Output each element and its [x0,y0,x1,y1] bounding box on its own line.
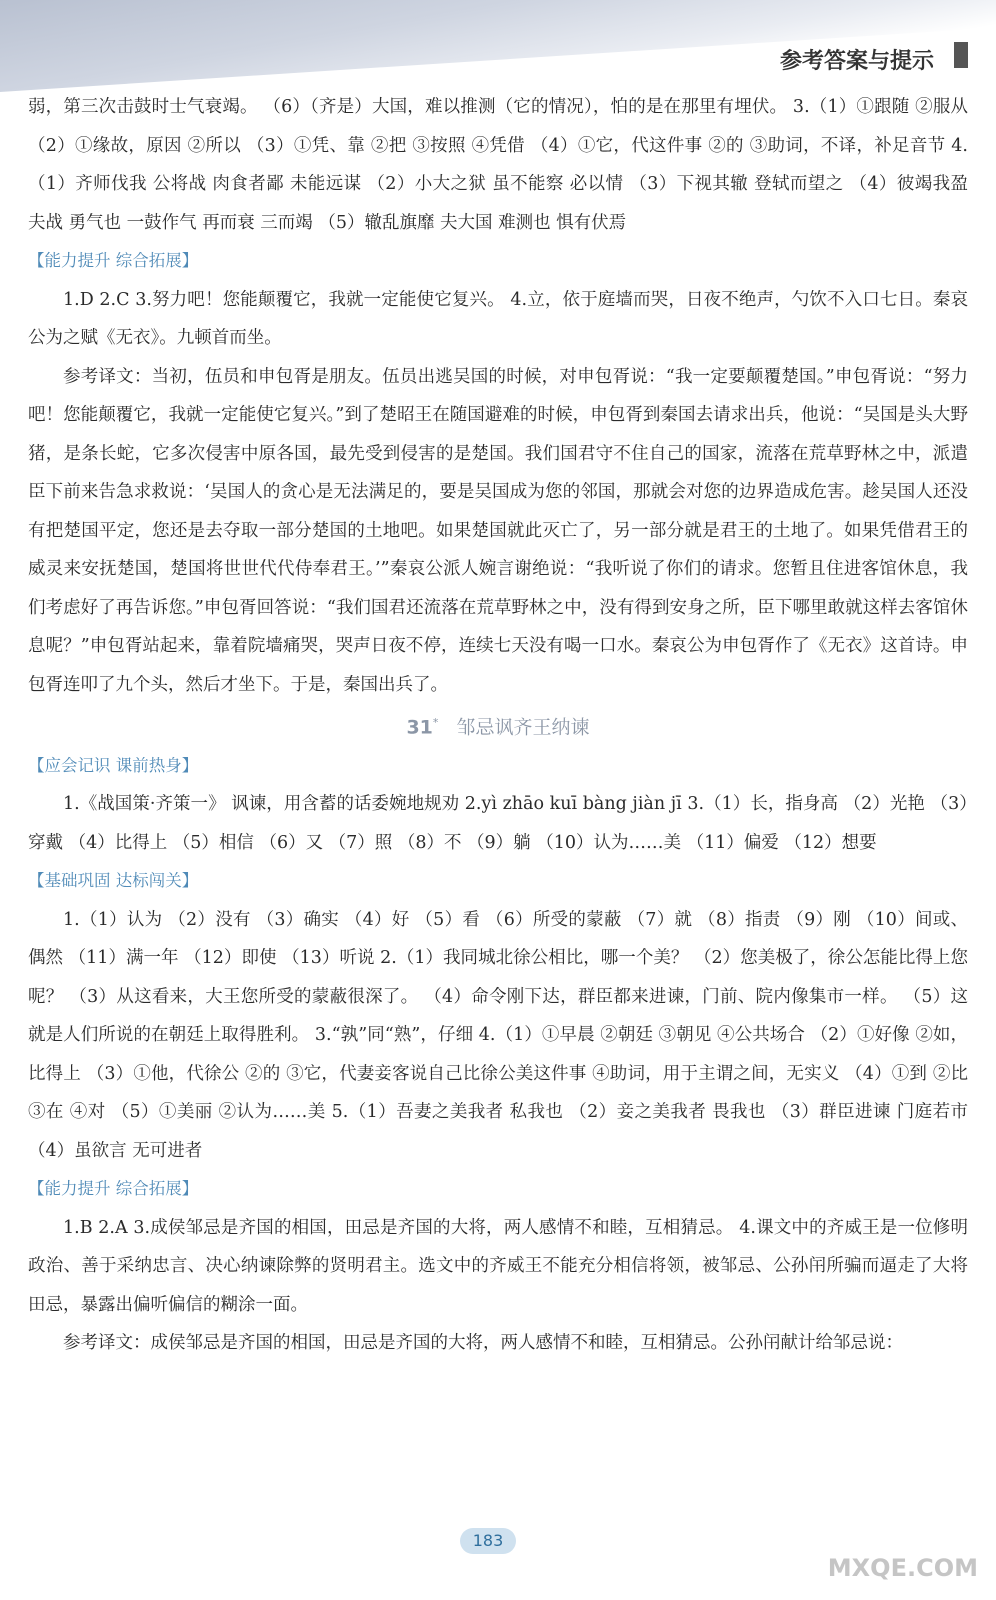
page-number: 183 [460,1528,516,1554]
page-header [0,0,996,92]
answer-paragraph: 1.《战国策·齐策一》 讽谏，用含蓄的话委婉地规劝 2.yì zhāo kuī bàng jiàn jī 3.（1）长，指身高 （2）光艳 （3）穿戴 （4）比得上 （5）相信 （6）又 （7）照 （8）不 （9）躺 （10）认为……美 （11）偏爱 （12）想要 [28,794,968,853]
section-tag: 【能力提升 综合拓展】 [28,251,199,270]
watermark-logo: MXQE.COM [827,1554,978,1582]
answer-paragraph: 1.D 2.C 3.努力吧！您能颠覆它，我就一定能使它复兴。 4.立，依于庭墙而哭，日夜不绝声，勺饮不入口七日。秦哀公为之赋《无衣》。九顿首而坐。 [28,289,968,348]
lesson-number: 31 [406,716,433,739]
translation-paragraph: 参考译文：成侯邹忌是齐国的相国，田忌是齐国的大将，两人感情不和睦，互相猜忌。公孙闬献计给邹忌说： [63,1333,903,1354]
header-title: 参考答案与提示 [779,49,934,74]
answer-paragraph: 1.（1）认为 （2）没有 （3）确实 （4）好 （5）看 （6）所受的蒙蔽 （7）就 （8）指责 （9）刚 （10）间或、偶然 （11）满一年 （12）即使 （13）听说 2.（1）我同城北徐公相比，哪一个美？ （2）您美极了，徐公怎能比得上您呢？ （3）从这看来，大王您所受的蒙蔽很深了。 （4）命令刚下达，群臣都来进谏，门前、院内像集市一样。 （5）这就是人们所说的在朝廷上取得胜利。 3.“孰”同“熟”，仔细 4.（1）①早晨 ②朝廷 ③朝见 ④公共场合 （2）①好像 ②如，比得上 （3）①他，代徐公 ②的 ③它，代妻妾客说自己比徐公美这件事 ④助词，用于主谓之间，无实义 （4）①到 ②比 ③在 ④对 （5）①美丽 ②认为……美 5.（1）吾妻之美我者 私我也 （2）妾之美我者 畏我也 （3）群臣进谏 门庭若市 （4）虽欲言 无可进者 [28,909,968,1161]
answer-paragraph: 1.B 2.A 3.成侯邹忌是齐国的相国，田忌是齐国的大将，两人感情不和睦，互相猜忌。 4.课文中的齐威王是一位修明政治、善于采纳忠言、决心纳谏除弊的贤明君主。选文中的齐威王不能充分相信将领，被邹忌、公孙闬所骗而逼走了大将田忌，暴露出偏听偏信的糊涂一面。 [28,1217,968,1315]
section-tag: 【基础巩固 达标闯关】 [28,871,199,891]
translation-paragraph: 参考译文：当初，伍员和申包胥是朋友。伍员出逃吴国的时候，对申包胥说：“我一定要颠覆楚国。”申包胥说：“努力吧！您能颠覆它，我就一定能使它复兴。”到了楚昭王在随国避难的时候，申包胥到秦国去请求出兵，他说：“吴国是头大野猪，是条长蛇，它多次侵害中原各国，最先受到侵害的是楚国。我们国君守不住自己的国家，流落在荒草野林之中，派遣臣下前来告急求救说：‘吴国人的贪心是无法满足的，要是吴国成为您的邻国，那就会对您的边界造成危害。趁吴国人还没有把楚国平定，您还是去夺取一部分楚国的土地吧。如果楚国就此灭亡了，另一部分就是君王的土地了。如果凭借君王的威灵来安抚楚国，楚国将世世代代侍奉君王。’”秦哀公派人婉言谢绝说：“我听说了你们的请求。您暂且住进客馆休息，我们考虑好了再告诉您。”申包胥回答说：“我们国君还流落在荒草野林之中，没有得到安身之所，臣下哪里敢就这样去客馆休息呢？”申包胥站起来，靠着院墙痛哭，哭声日夜不停，连续七天没有喝一口水。秦哀公为申包胥作了《无衣》这首诗。申包胥连叩了九个头，然后才坐下。于是，秦国出兵了。 [28,366,968,695]
answer-content [28,88,968,1363]
lesson-title: 31* 邹忌讽齐王纳谏 [406,716,590,739]
lesson-name: 邹忌讽齐王纳谏 [456,716,590,739]
answer-paragraph: 弱，第三次击鼓时士气衰竭。 （6）（齐是）大国，难以推测（它的情况），怕的是在那里有埋伏。 3.（1）①跟随 ②服从 （2）①缘故，原因 ②所以 （3）①凭、靠 ②把 ③按照 ④凭借 （4）①它，代这件事 ②的 ③助词，不译，补足音节 4.（1）齐师伐我 公将战 肉食者鄙 未能远谋 （2）小大之狱 虽不能察 必以情 （3）下视其辙 登轼而望之 （4）彼竭我盈 夫战 勇气也 一鼓作气 再而衰 三而竭 （5）辙乱旗靡 夫大国 难测也 惧有伏焉 [28,97,968,233]
section-tag: 【应会记识 课前热身】 [28,755,199,775]
header-mark [954,42,968,68]
section-tag: 【能力提升 综合拓展】 [28,1179,199,1199]
